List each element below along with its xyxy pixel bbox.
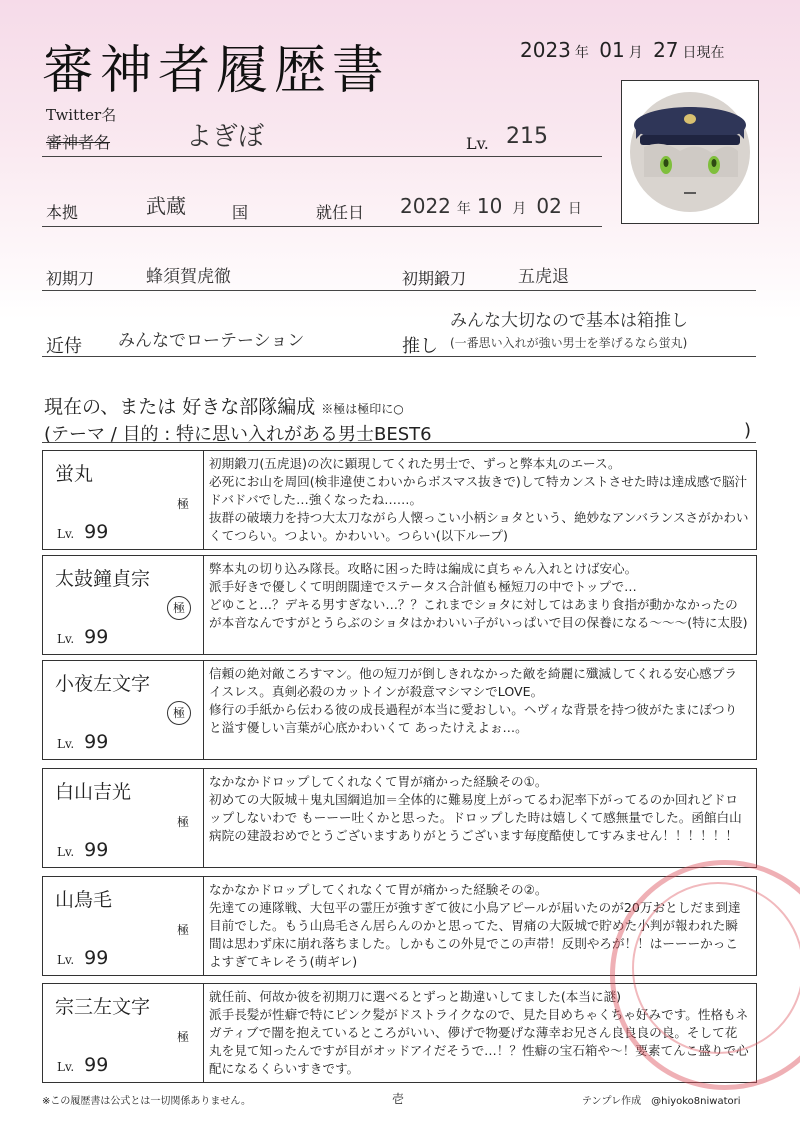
card-level-label: Lv.	[57, 527, 75, 541]
oshi-label: 推し	[402, 336, 438, 357]
card-kiwame-mark: 極	[176, 1030, 189, 1044]
unit-card-1	[42, 450, 757, 550]
card-kiwame-mark-circled: 極	[167, 596, 191, 620]
card-level-value: 99	[84, 731, 109, 753]
date-year: 2023	[520, 38, 571, 62]
card-name-cell	[43, 984, 204, 1082]
unit-card-4	[42, 768, 757, 868]
card-sword-name: 蛍丸	[55, 463, 94, 485]
seal-stamp-inner	[632, 882, 800, 1054]
card-description: なかなかドロップしてくれなくて胃が痛かった経験その①。 初めての大阪城＋鬼丸国綱追加＝全体的に難易度上がってるわ泥率下がってるのか回れどドロップしないわで もーーー吐くかと思った。ドロップした時は嬉しくて感無量でした。函館白山病院の建設おめでとうございますありがとうございます毎度酷使してすみません！！！！！！	[209, 774, 742, 843]
card-kiwame-mark: 極	[176, 815, 189, 829]
honkyo-value: 武蔵	[146, 194, 186, 218]
kinji-label: 近侍	[46, 336, 82, 357]
shokito-value: 蜂須賀虎徹	[146, 267, 231, 287]
footer-template-credit: テンプレ作成 @hiyoko8niwatori	[582, 1096, 741, 1107]
card-level-label: Lv.	[57, 632, 75, 646]
shunin-month-unit: 月	[512, 201, 527, 217]
shokitan-label: 初期鍛刀	[402, 269, 467, 288]
divider	[42, 290, 756, 291]
card-level-label: Lv.	[57, 845, 75, 859]
card-level-value: 99	[84, 521, 109, 543]
card-level-value: 99	[84, 626, 109, 648]
card-level	[57, 839, 108, 861]
card-kiwame-mark-circled: 極	[167, 701, 191, 725]
shunin-day: 02	[536, 194, 562, 218]
shunin-year-unit: 年	[456, 201, 471, 217]
card-level	[57, 731, 108, 753]
footer-page-number: 壱	[392, 1092, 405, 1106]
shunin-month: 10	[476, 194, 503, 218]
card-sword-name: 山鳥毛	[55, 889, 113, 911]
card-sword-name: 小夜左文字	[55, 673, 151, 695]
card-sword-name: 宗三左文字	[55, 996, 151, 1018]
card-level-label: Lv.	[57, 953, 75, 967]
section-heading	[44, 392, 404, 419]
saniwa-level: 215	[506, 124, 548, 149]
theme-close: )	[744, 420, 752, 441]
section-heading-note: ※極は極印に○	[321, 402, 404, 416]
shunin-year: 2022	[400, 194, 451, 218]
card-level-value: 99	[84, 1054, 109, 1076]
unit-card-2	[42, 555, 757, 655]
avatar-frame	[621, 80, 759, 224]
card-name-cell	[43, 769, 204, 867]
shunin-label: 就任日	[316, 203, 365, 222]
unit-card-3	[42, 660, 757, 760]
shokito-label: 初期刀	[46, 269, 95, 288]
card-name-cell	[43, 556, 204, 654]
card-level-value: 99	[84, 947, 109, 969]
card-level	[57, 521, 108, 543]
date-month: 01	[599, 38, 625, 62]
card-sword-name: 白山吉光	[55, 781, 132, 803]
shunin-day-unit: 日	[567, 201, 582, 217]
kuni-label: 国	[232, 203, 249, 222]
twitter-name-label: Twitter名	[46, 106, 117, 124]
card-name-cell	[43, 451, 204, 549]
shunin-date	[400, 194, 582, 218]
kinji-value: みんなでローテーション	[118, 331, 305, 351]
card-level	[57, 947, 108, 969]
card-description: 信頼の絶対敵ころすマン。他の短刀が倒しきれなかった敵を綺麗に殲滅してくれる安心感プライスレス。真剣必殺のカットインが殺意マシマシでLOVE。 修行の手紙から伝わる彼の成長過程が本当に愛おしい。ヘヴィな背景を持つ彼がたまにぽつりと溢す優しい言葉が心底かわいくて あったけえよぉ…。	[209, 666, 738, 735]
card-level-label: Lv.	[57, 1060, 75, 1074]
honkyo-label: 本拠	[46, 203, 79, 222]
avatar	[622, 81, 758, 223]
divider	[42, 156, 602, 157]
shokitan-value: 五虎退	[518, 267, 569, 287]
card-description: なかなかドロップしてくれなくて胃が痛かった経験その②。 先達ての連隊戦、大包平の霊圧が強すぎて彼に小鳥アピールが届いたのが20万おとしだま到達目前でした。もう山鳥毛さん居らんのかと思ってた、胃痛の大阪城で貯めた小判が報われた瞬間は思わず床に崩れ落ちました。しかもこの外見でこの声帯！反則やろが！！はーーーかっこよすぎてキレそう(萌ギレ)	[209, 882, 741, 969]
oshi-value: みんな大切なので基本は箱推し	[450, 311, 688, 331]
current-date	[520, 38, 729, 62]
card-name-cell	[43, 661, 204, 759]
card-description: 初期鍛刀(五虎退)の次に顕現してくれた男士で、ずっと弊本丸のエース。 必死にお山を周回(検非違使こわいからボスマス抜きで)して特カンストさせた時は達成感で脳汁ドバドバでした…強くなったね……。 抜群の破壊力を持つ大太刀ながら人懐っこい小柄ショタという、絶妙なアンバランスさがかわいくてつらい。つよい。かわいい。つらい(以下ループ)	[209, 456, 749, 543]
card-level	[57, 626, 108, 648]
theme-line: (テーマ / 目的 : 特に思い入れがある男士BEST6	[44, 424, 432, 445]
saniwa-name: よぎぼ	[186, 122, 265, 152]
oshi-note: (一番思い入れが強い男士を挙げるなら蛍丸)	[450, 336, 688, 350]
card-sword-name: 太鼓鐘貞宗	[55, 568, 151, 590]
footer-disclaimer: ※この履歴書は公式とは一切関係ありません。	[42, 1096, 251, 1107]
level-label: Lv.	[466, 134, 489, 153]
card-level	[57, 1054, 108, 1076]
date-day-suffix: 日現在	[682, 45, 725, 61]
date-month-unit: 月	[628, 45, 643, 61]
card-name-cell	[43, 877, 204, 975]
card-description: 弊本丸の切り込み隊長。攻略に困った時は編成に貞ちゃん入れとけば安心。 派手好きで優しくて明朗闊達でステータス合計値も極短刀の中でトップで… どゆこと…？デキる男すぎない…？？これまでショタに対してはあまり食指が動かなかったのが本音なんですがとうらぶのショタはかわいい子がいっぱいで目の保養になる〜〜〜(特に太股)	[209, 561, 748, 630]
card-level-value: 99	[84, 839, 109, 861]
page-title: 審神者履歴書	[42, 41, 391, 101]
card-description: 就任前、何故か彼を初期刀に選べるとずっと勘違いしてました(本当に謎) 派手長髪が性癖で特にピンク髪がドストライクなので、見た目めちゃくちゃ好みです。性格もネガティブで闇を抱えているところがいい、儚げで物憂げな薄幸お兄さん良良良の良。そして花丸を見て知ったんですが目がオッドアイだそうで…！？性癖の宝石箱や〜！要素てんこ盛りで心配になるくらいすきです。	[209, 989, 749, 1076]
card-kiwame-mark: 極	[176, 923, 189, 937]
divider	[42, 226, 602, 227]
card-kiwame-mark: 極	[176, 497, 189, 511]
section-heading-text: 現在の、または 好きな部隊編成	[44, 396, 316, 418]
date-year-unit: 年	[574, 45, 589, 61]
date-day: 27	[653, 38, 679, 62]
card-level-label: Lv.	[57, 737, 75, 751]
saniwa-name-label: 審神者名	[46, 133, 111, 152]
divider	[42, 442, 756, 443]
divider	[42, 356, 756, 357]
